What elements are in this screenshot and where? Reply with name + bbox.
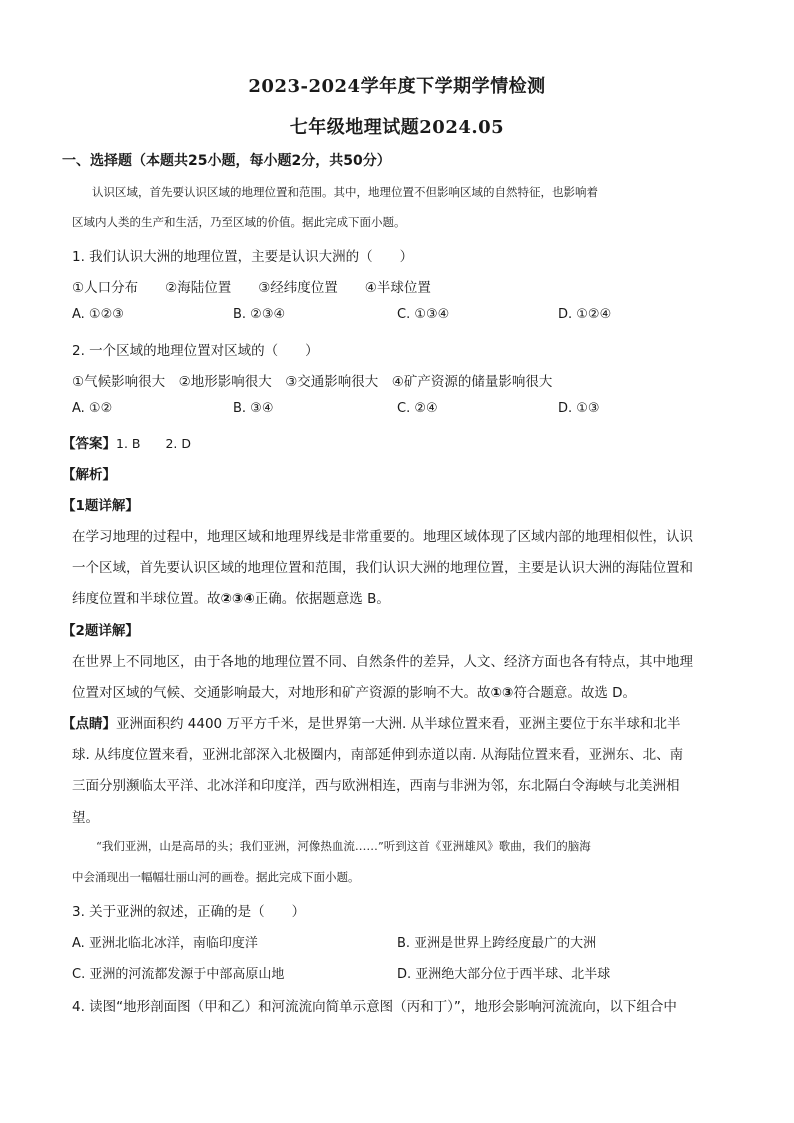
tip-line: 望。 xyxy=(72,810,99,826)
detail-1-line: 一个区域，首先要认识区域的地理位置和范围，我们认识大洲的地理位置，主要是认识大洲的海陆位置和 xyxy=(72,560,693,576)
question-2-option-a: A. ①② xyxy=(72,401,113,416)
question-3-option-a: A. 亚洲北临北冰洋，南临印度洋 xyxy=(72,936,258,951)
intro-paragraph-line: 认识区域，首先要认识区域的地理位置和范围。其中，地理位置不但影响区域的自然特征，也影响着 xyxy=(92,185,598,199)
question-2-items: ①气候影响很大 ②地形影响很大 ③交通影响很大 ④矿产资源的储量影响很大 xyxy=(72,374,553,390)
detail-2-label: 【2题详解】 xyxy=(62,623,139,639)
question-4-stem: 4. 读图“地形剖面图（甲和乙）和河流流向简单示意图（丙和丁）”，地形会影响河流流向，以下组合中 xyxy=(72,999,677,1015)
section-heading: 一、选择题（本题共25小题，每小题2分，共50分） xyxy=(62,153,391,169)
question-3-stem: 3. 关于亚洲的叙述，正确的是（ ） xyxy=(72,904,306,920)
question-3-option-d: D. 亚洲绝大部分位于西半球、北半球 xyxy=(397,967,611,982)
question-1-option-d: D. ①②④ xyxy=(558,307,612,322)
question-3-option-c: C. 亚洲的河流都发源于中部高原山地 xyxy=(72,967,285,982)
intro-paragraph-line: “我们亚洲，山是高昂的头；我们亚洲，河像热血流……”听到这首《亚洲雄风》歌曲，我们的脑海 xyxy=(96,839,591,853)
detail-1-numbers: ②③④ xyxy=(220,591,255,607)
exam-title: 2023-2024学年度下学期学情检测 xyxy=(248,76,546,97)
answer-line xyxy=(62,432,712,452)
question-3-option-b: B. 亚洲是世界上跨经度最广的大洲 xyxy=(397,936,597,951)
tip-line: 三面分别濒临太平洋、北冰洋和印度洋，西与欧洲相连，西南与非洲为邻，东北隔白令海峡与北美洲相 xyxy=(72,778,680,794)
question-1-items: ①人口分布 ②海陆位置 ③经纬度位置 ④半球位置 xyxy=(72,280,431,296)
intro-paragraph-line: 区域内人类的生产和生活，乃至区域的价值。据此完成下面小题。 xyxy=(72,215,406,229)
analysis-label: 【解析】 xyxy=(62,467,116,483)
question-1-option-b: B. ②③④ xyxy=(233,307,286,322)
detail-1-text: 正确。依据题意选 B。 xyxy=(254,591,390,607)
exam-subtitle: 七年级地理试题2024.05 xyxy=(289,117,505,138)
question-1-stem: 1. 我们认识大洲的地理位置，主要是认识大洲的（ ） xyxy=(72,249,414,265)
detail-2-line xyxy=(72,681,722,701)
detail-1-label: 【1题详解】 xyxy=(62,498,139,514)
detail-2-numbers: ①③ xyxy=(490,685,514,701)
detail-1-line: 在学习地理的过程中，地理区域和地理界线是非常重要的。地理区域体现了区域内部的地理相似性，认识 xyxy=(72,529,693,545)
detail-1-line xyxy=(72,587,722,607)
answer-text: 1. B 2. D xyxy=(116,436,192,451)
tip-label: 【点睛】 xyxy=(62,716,116,732)
tip-line: 球. 从纬度位置来看，亚洲北部深入北极圈内，南部延伸到赤道以南. 从海陆位置来看，亚洲东、北、南 xyxy=(72,747,684,763)
detail-1-text: 纬度位置和半球位置。故 xyxy=(72,591,221,607)
intro-paragraph-line: 中会涌现出一幅幅壮丽山河的画卷。据此完成下面小题。 xyxy=(72,870,360,884)
question-2-stem: 2. 一个区域的地理位置对区域的（ ） xyxy=(72,343,319,359)
tip-line xyxy=(62,712,712,732)
detail-2-text: 符合题意。故选 D。 xyxy=(513,685,637,701)
question-2-option-d: D. ①③ xyxy=(558,401,600,416)
answer-label: 【答案】 xyxy=(62,436,116,452)
question-1-option-a: A. ①②③ xyxy=(72,307,124,322)
tip-text: 亚洲面积约 4400 万平方千米，是世界第一大洲. 从半球位置来看，亚洲主要位于东半球和北半 xyxy=(116,716,681,732)
question-2-option-c: C. ②④ xyxy=(397,401,438,416)
detail-2-line: 在世界上不同地区，由于各地的地理位置不同、自然条件的差异，人文、经济方面也各有特点，其中地理 xyxy=(72,654,693,670)
question-1-option-c: C. ①③④ xyxy=(397,307,450,322)
detail-2-text: 位置对区域的气候、交通影响最大，对地形和矿产资源的影响不大。故 xyxy=(72,685,491,701)
question-2-option-b: B. ③④ xyxy=(233,401,274,416)
